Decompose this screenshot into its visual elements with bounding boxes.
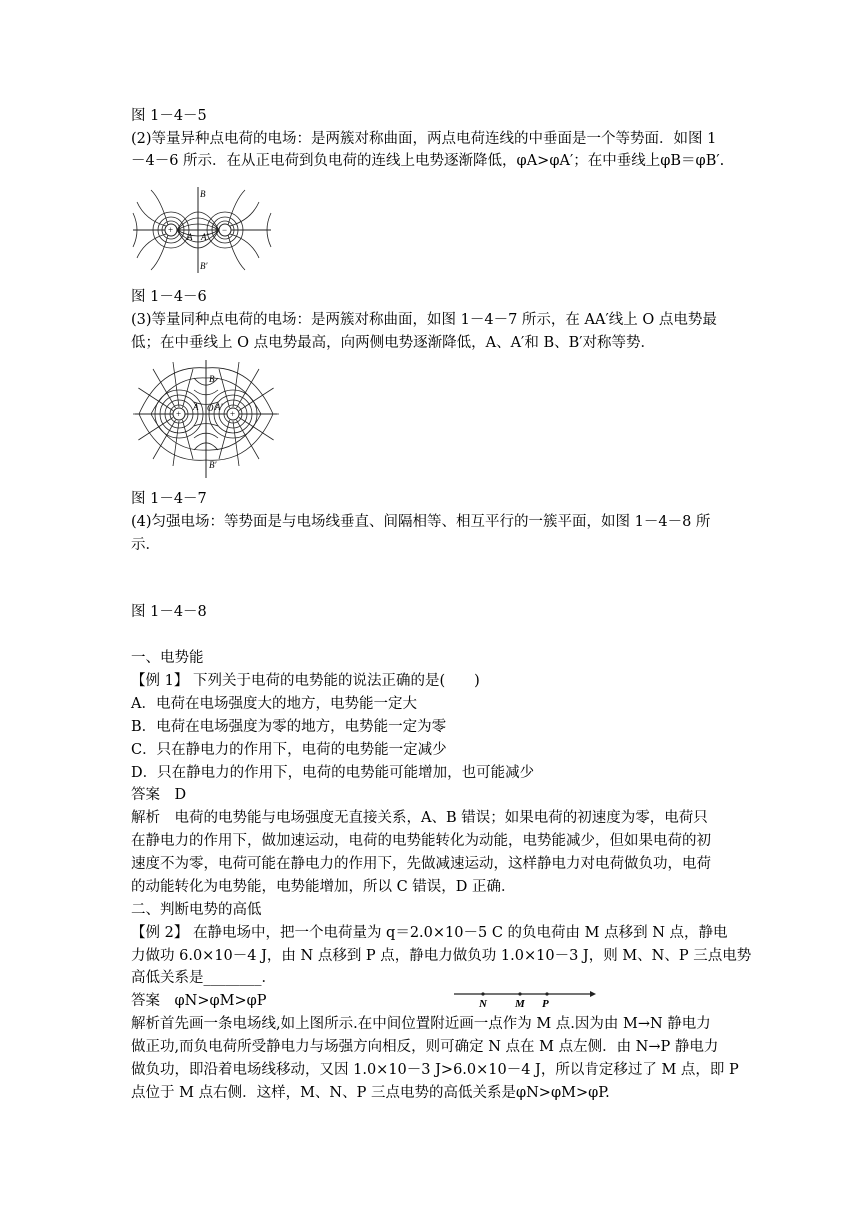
example-2-analysis-line1: 解析首先画一条电场线,如上图所示.在中间位置附近画一点作为 M 点.因为由 M→N 静电力 [131,1016,711,1032]
paragraph-2-line2: －4－6 所示．在从正电荷到负电荷的连线上电势逐渐降低，φA>φA′；在中垂线上φB＝φB′. [131,153,725,169]
svg-text:−: − [222,225,228,235]
example-2-question-line3: 高低关系是________． [131,970,276,986]
example-1-analysis-line3: 速度不为零，电荷可能在静电力的作用下，先做减速运动，这样静电力对电荷做负功，电荷 [131,856,711,872]
section-heading-1: 一、电势能 [131,650,204,666]
label-N: N [479,998,487,1010]
option-c: C．只在静电力的作用下，电荷的电势能一定减少 [131,742,447,758]
paragraph-2-line1: (2)等量异种点电荷的电场：是两簇对称曲面，两点电荷连线的中垂面是一个等势面．如图 1 [131,131,717,147]
figure-caption-1-4-5: 图 1－4－5 [131,108,207,124]
svg-text:+: + [168,225,174,235]
label-A-prime: A′ [201,232,209,242]
paragraph-3-line1: (3)等量同种点电荷的电场：是两簇对称曲面，如图 1－4－7 所示，在 AA′线上 O 点电势最 [131,312,717,328]
option-a: A．电荷在电场强度大的地方，电势能一定大 [131,696,417,712]
label-P: P [542,998,549,1010]
example-1-answer: 答案 D [131,787,187,803]
figure-caption-1-4-7: 图 1－4－7 [131,491,207,507]
paragraph-3-line2: 低；在中垂线上 O 点电势最高，向两侧电势逐渐降低，A、A′和 B、B′对称等势． [131,335,656,351]
svg-text:+: + [230,409,236,419]
paragraph-4-line1: (4)匀强电场：等势面是与电场线垂直、间隔相等、相互平行的一簇平面，如图 1－4－8 所 [131,514,711,530]
option-d: D．只在静电力的作用下，电荷的电势能可能增加，也可能减少 [131,765,535,781]
svg-text:+: + [176,409,182,419]
label-B-prime: B′ [209,460,217,470]
figure-1-4-6-dipole-field [131,185,273,275]
example-1-analysis-line1: 解析 电荷的电势能与电场强度无直接关系，A、B 错误；如果电荷的初速度为零，电荷只 [131,810,708,826]
paragraph-4-line2: 示． [131,537,160,553]
example-2-analysis-line4: 点位于 M 点右侧．这样，M、N、P 三点电势的高低关系是φN>φM>φP. [131,1085,610,1101]
field-line-figure-nmp [452,990,598,1012]
section-heading-2: 二、判断电势的高低 [131,902,262,918]
example-2-question-line1: 【例 2】 在静电场中，把一个电荷量为 q＝2.0×10－5 C 的负电荷由 M 点移到 N 点，静电 [131,925,728,941]
label-B-prime: B′ [200,261,208,271]
label-M: M [515,998,525,1010]
example-2-analysis-line2: 做正功,而负电荷所受静电力与场强方向相反，则可确定 N 点在 M 点左侧．由 N→P 静电力 [131,1039,719,1055]
example-2-analysis-line3: 做负功，即沿着电场线移动，又因 1.0×10－3 J>6.0×10－4 J，所以肯定移过了 M 点，即 P [131,1062,739,1078]
label-B: B [200,189,206,199]
example-1-analysis-line2: 在静电力的作用下，做加速运动，电荷的电势能转化为动能，电势能减少，但如果电荷的初 [131,833,711,849]
example-2-answer: 答案 φN>φM>φP [131,993,267,1009]
option-b: B．电荷在电场强度为零的地方，电势能一定为零 [131,719,447,735]
label-O: O [207,403,214,413]
example-2-question-line2: 力做功 6.0×10－4 J，由 N 点移到 P 点，静电力做负功 1.0×10－3 J，则 M、N、P 三点电势 [131,948,752,964]
figure-caption-1-4-8: 图 1－4－8 [131,604,207,620]
example-1-question: 【例 1】 下列关于电荷的电势能的说法正确的是( ) [131,673,480,689]
example-1-analysis-line4: 的动能转化为电势能，电势能增加，所以 C 错误，D 正确． [131,879,516,895]
label-A: A [193,402,199,412]
label-A: A [187,232,193,242]
figure-1-4-7-like-charges-field [131,358,281,480]
label-A-prime: A′ [215,402,223,412]
figure-caption-1-4-6: 图 1－4－6 [131,289,207,305]
label-B: B [209,374,215,384]
